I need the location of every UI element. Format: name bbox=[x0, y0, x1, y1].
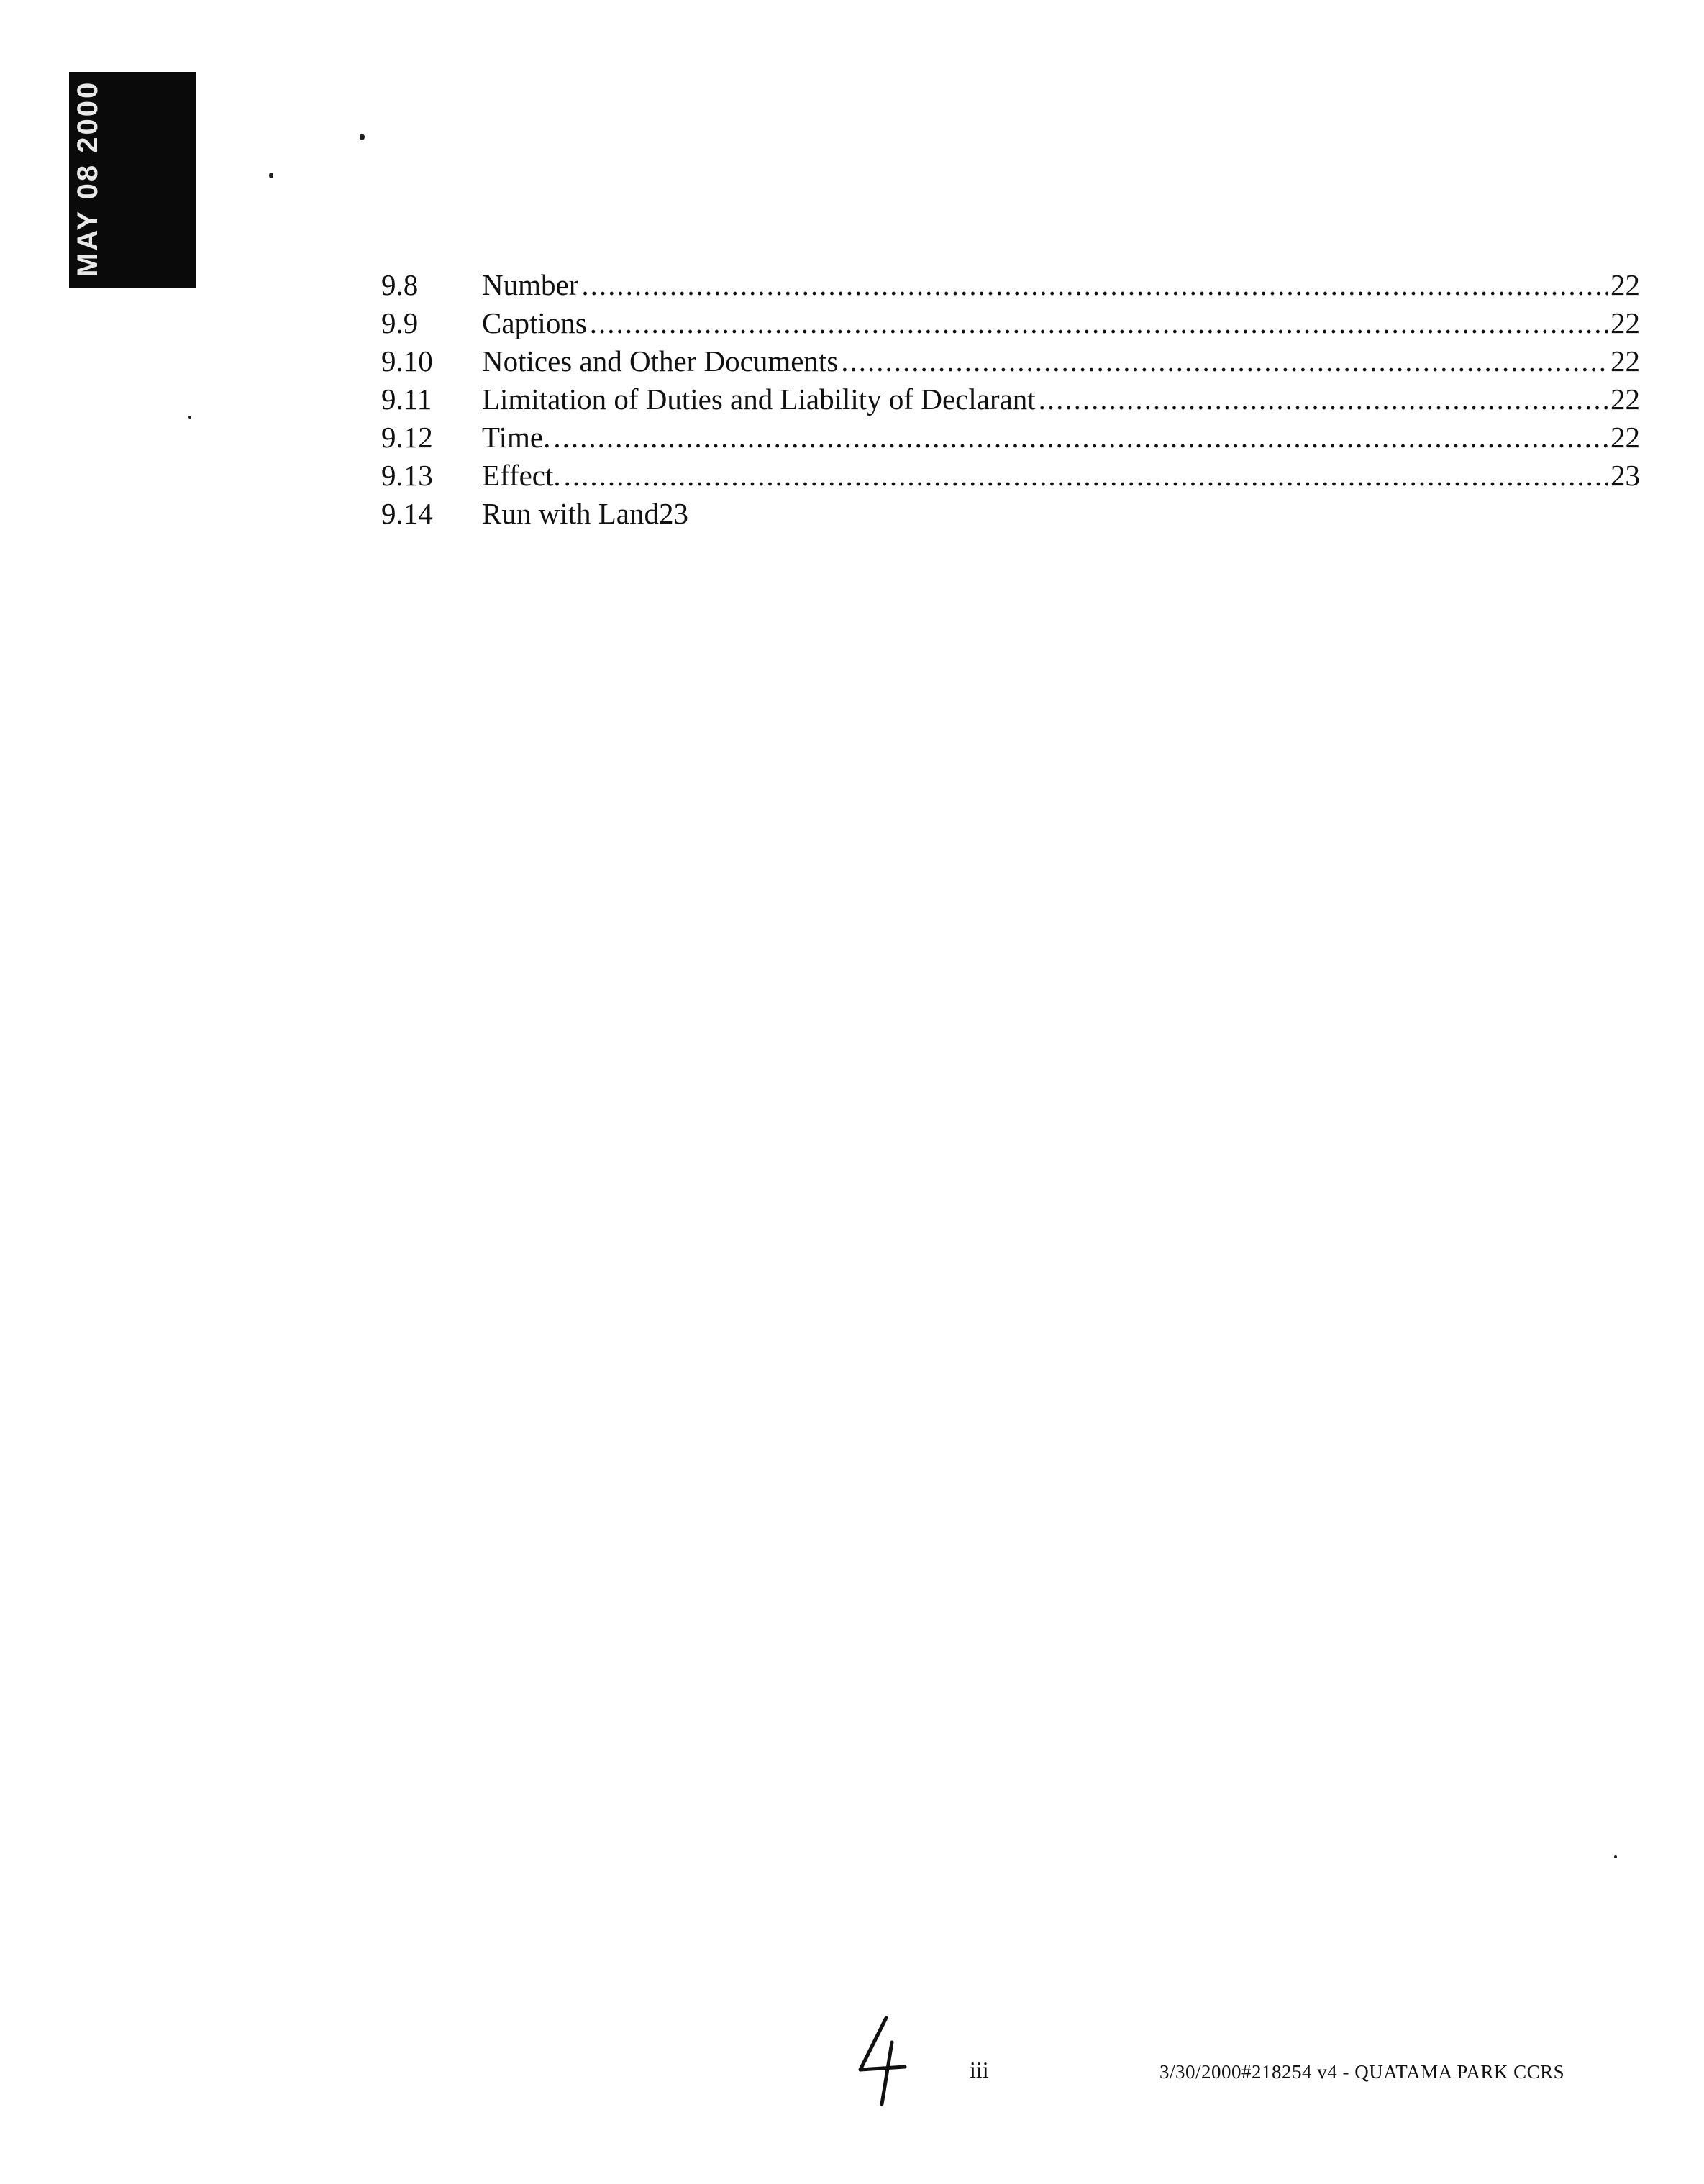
toc-page-number: 23 bbox=[1610, 459, 1640, 492]
scan-speck bbox=[360, 134, 365, 140]
toc-section-number: 9.11 bbox=[381, 383, 432, 416]
toc-entry[interactable] bbox=[381, 304, 1640, 342]
toc-section-number: 9.9 bbox=[381, 306, 419, 339]
scan-speck bbox=[1614, 1855, 1617, 1858]
scan-speck bbox=[269, 173, 273, 178]
toc-dot-leader bbox=[841, 342, 1608, 380]
toc-entry[interactable] bbox=[381, 419, 1640, 457]
toc-section-number: 9.10 bbox=[381, 344, 433, 378]
toc-entry[interactable] bbox=[381, 266, 1640, 304]
toc-section-title: Time. bbox=[482, 421, 551, 454]
toc-page-number: 22 bbox=[1610, 421, 1640, 454]
toc-dot-leader bbox=[1039, 380, 1608, 419]
toc-entry[interactable] bbox=[381, 342, 1640, 380]
handwritten-page-number bbox=[849, 2014, 913, 2107]
toc-dot-leader bbox=[581, 266, 1608, 304]
toc-page-number: 22 bbox=[1610, 268, 1640, 301]
toc-section-number: 9.13 bbox=[381, 459, 433, 492]
toc-entry[interactable] bbox=[381, 495, 1640, 533]
toc-entry[interactable] bbox=[381, 457, 1640, 495]
table-of-contents bbox=[381, 266, 1640, 533]
toc-section-title: Run with Land23 bbox=[482, 497, 688, 530]
received-stamp-text: MAY 08 2000 bbox=[72, 80, 104, 277]
toc-section-title: Notices and Other Documents bbox=[482, 344, 839, 378]
toc-section-number: 9.8 bbox=[381, 268, 419, 301]
toc-section-title: Number bbox=[482, 268, 579, 301]
toc-dot-leader bbox=[553, 419, 1608, 457]
toc-section-number: 9.14 bbox=[381, 497, 433, 530]
scan-speck bbox=[188, 416, 191, 419]
toc-page-number: 22 bbox=[1610, 306, 1640, 339]
toc-section-title: Effect. bbox=[482, 459, 561, 492]
toc-page-number: 22 bbox=[1610, 383, 1640, 416]
document-id: 3/30/2000#218254 v4 - QUATAMA PARK CCRS bbox=[1159, 2061, 1565, 2083]
toc-dot-leader bbox=[590, 304, 1608, 342]
toc-entry[interactable] bbox=[381, 380, 1640, 419]
page-number: iii bbox=[970, 2057, 989, 2083]
toc-section-title: Limitation of Duties and Liability of Declarant bbox=[482, 383, 1036, 416]
toc-page-number: 22 bbox=[1610, 344, 1640, 378]
toc-section-number: 9.12 bbox=[381, 421, 433, 454]
toc-section-title: Captions bbox=[482, 306, 587, 339]
toc-dot-leader bbox=[564, 457, 1608, 495]
